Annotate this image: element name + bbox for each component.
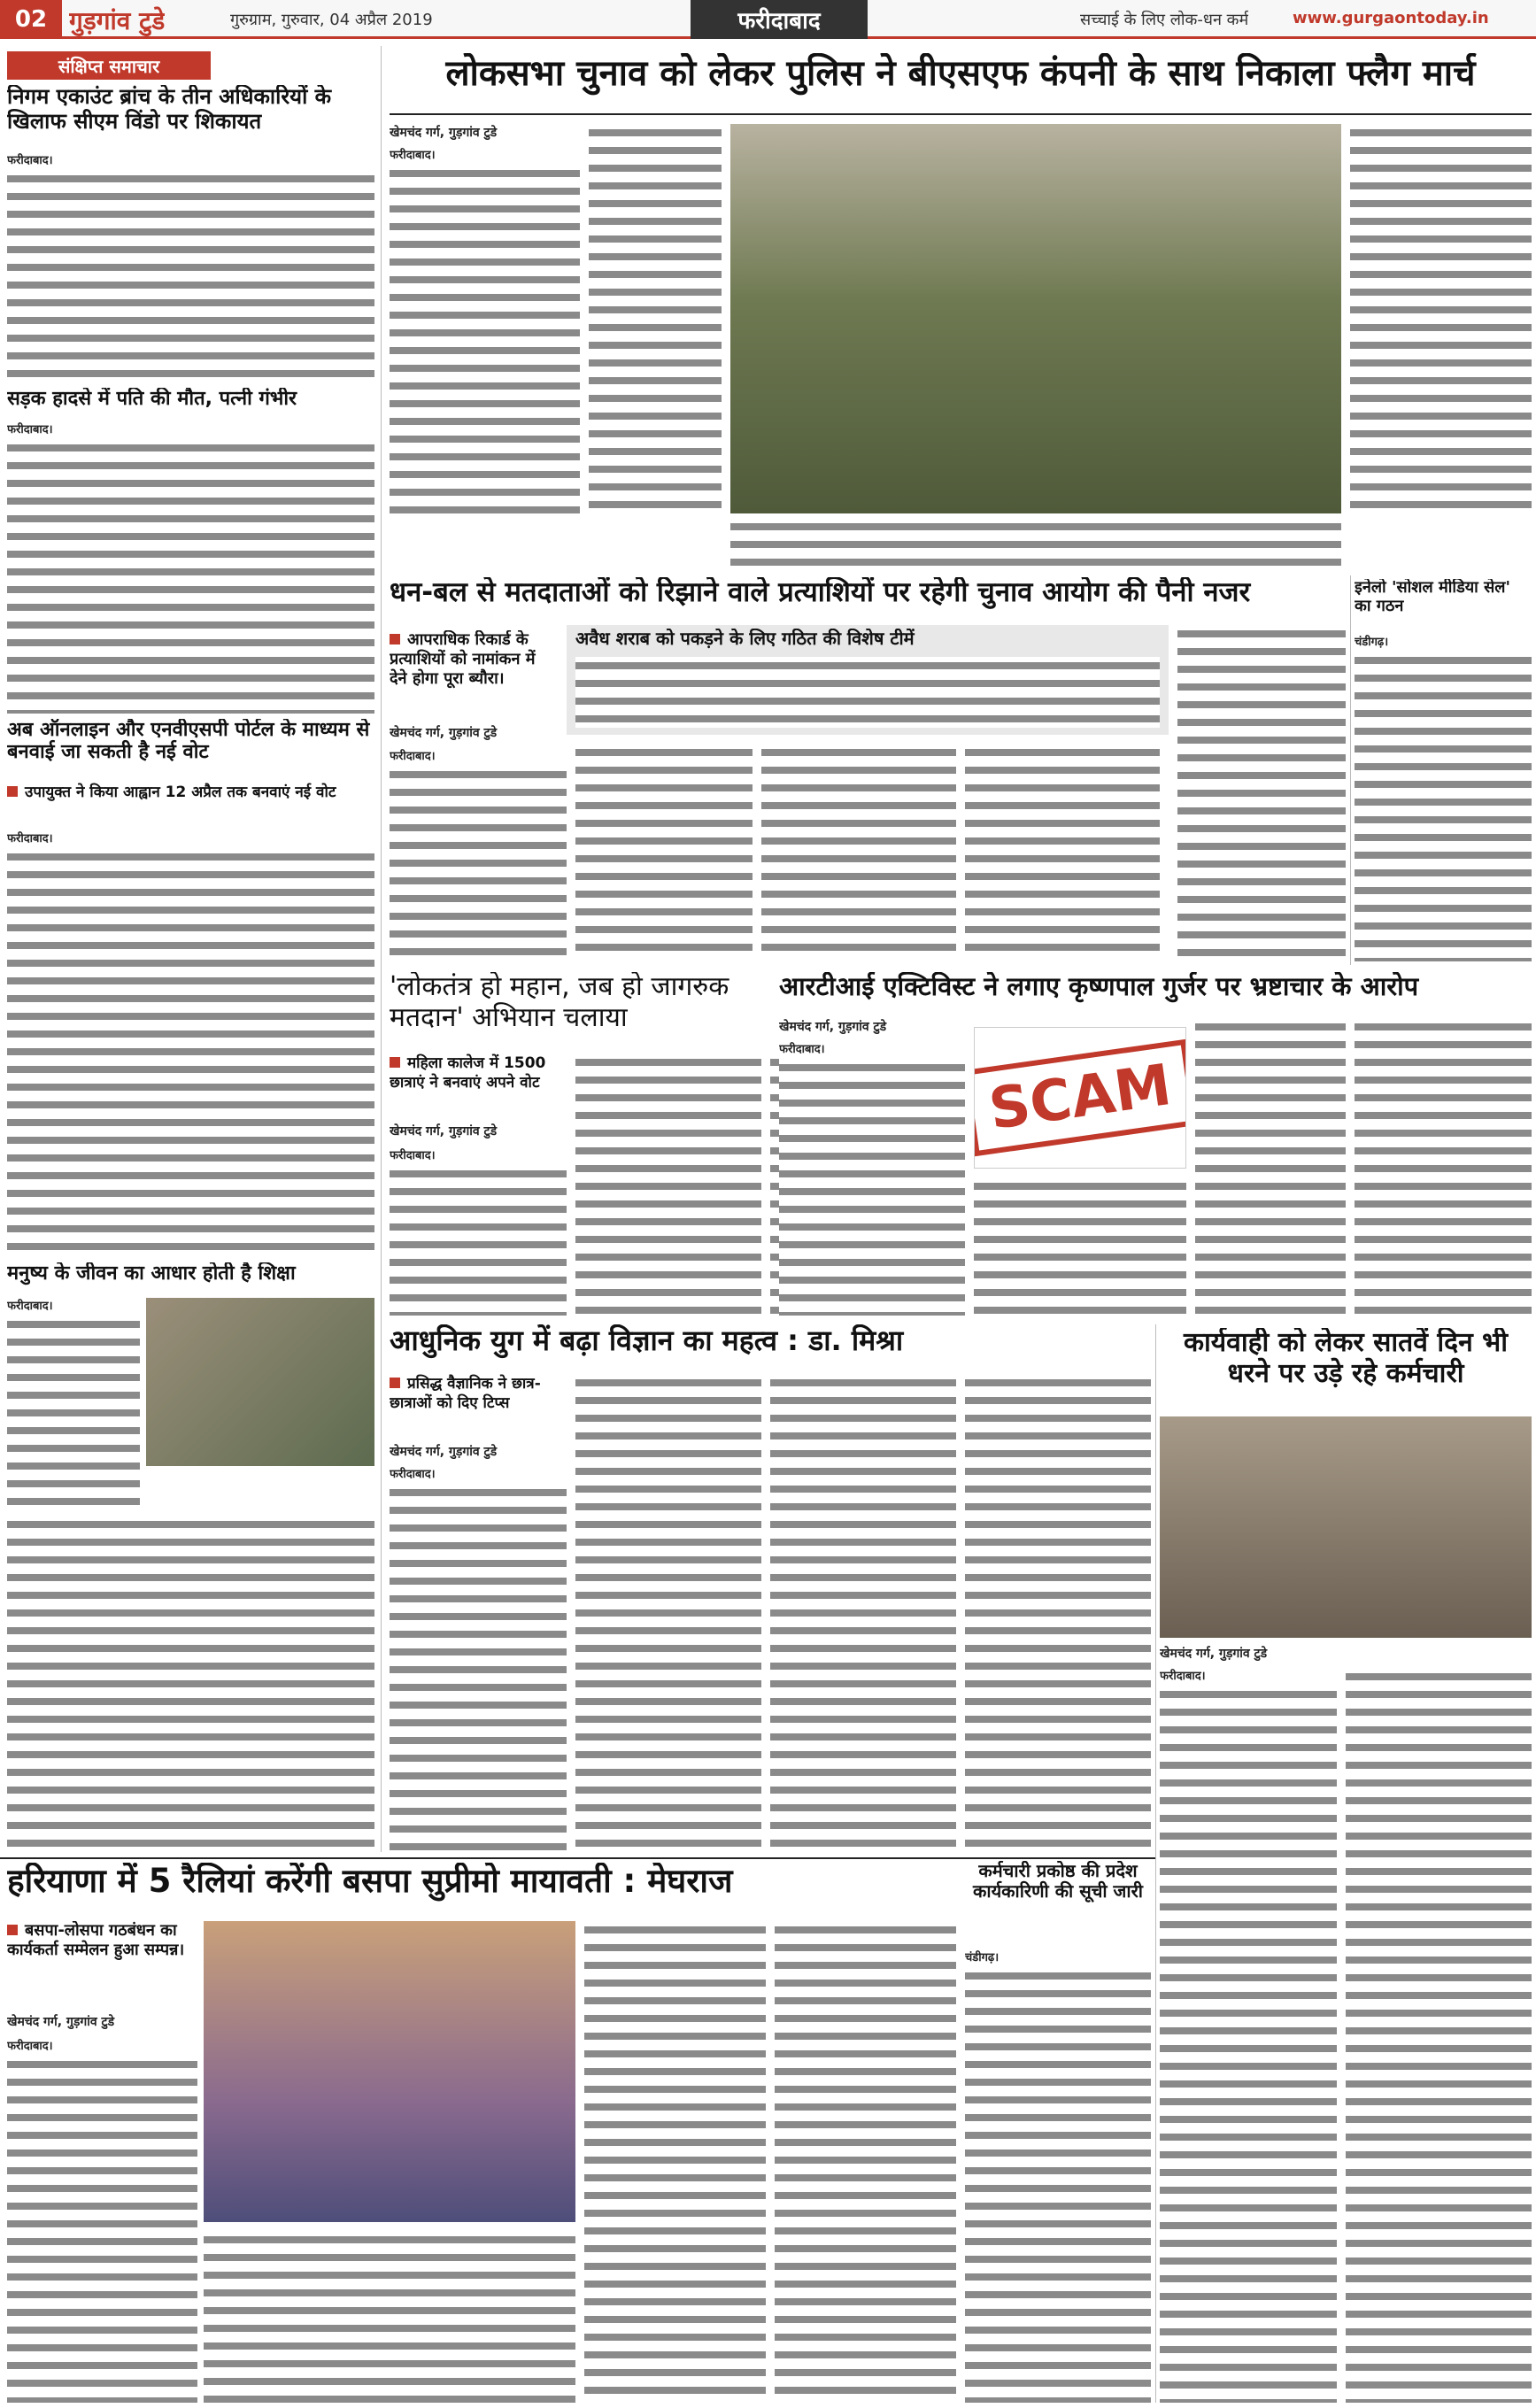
rti-body-col1 [779, 1059, 965, 1316]
page-number: 02 [0, 0, 62, 39]
rti-byline: खेमचंद गर्ग, गुड़गांव टुडे [779, 1020, 887, 1034]
social-body-text [1355, 652, 1532, 961]
bsp-lead: फरीदाबाद। [7, 2040, 53, 2053]
story4-body-text-cont [7, 1516, 374, 1852]
story3-headline: अब ऑनलाइन और एनवीएसपी पोर्टल के माध्यम से बनवाई जा सकती है नई वोट [7, 719, 370, 764]
money-body-col2 [575, 744, 753, 961]
money-byline: खेमचंद गर्ग, गुड़गांव टुडे [390, 726, 498, 740]
bullet-square-icon [390, 1057, 400, 1068]
liquor-box-headline: अवैध शराब को पकड़ने के लिए गठित की विशेष टीमें [575, 629, 915, 649]
story1-headline: निगम एकाउंट ब्रांच के तीन अधिकारियों के खिलाफ सीएम विंडो पर शिकायत [7, 85, 332, 134]
science-body-col3 [770, 1374, 956, 1856]
lead-body-col4 [1350, 124, 1532, 513]
lead-body-col2 [589, 124, 722, 513]
story3-lead: फरीदाबाद। [7, 832, 53, 845]
strike-byline: खेमचंद गर्ग, गुड़गांव टुडे [1160, 1647, 1268, 1661]
issue-date: गुरुग्राम, गुरुवार, 04 अप्रैल 2019 [230, 11, 433, 29]
bsp-body-col4 [775, 1921, 956, 2403]
liquor-box-text [575, 657, 1160, 728]
story3-body-text [7, 848, 374, 1255]
money-body-col1 [390, 766, 567, 961]
rti-body-col3 [1195, 1018, 1346, 1316]
strike-lead: फरीदाबाद। [1160, 1670, 1206, 1683]
bsp-headline: हरियाणा में 5 रैलियां करेंगी बसपा सुप्रीमो मायावती : मेघराज [7, 1863, 733, 1900]
bsp-body-col1 [7, 2056, 197, 2403]
lead-body-under-photo [730, 518, 1341, 571]
column-divider [1350, 575, 1351, 965]
bsp-subheadline: बसपा-लोसपा गठबंधन का कार्यकर्ता सम्मेलन हुआ सम्पन्न। [7, 1921, 185, 1959]
democracy-body-col1 [390, 1165, 567, 1316]
rti-body-col4 [1355, 1018, 1532, 1316]
story3-subheadline: उपायुक्त ने किया आह्वान 12 अप्रैल तक बनवाएं नई वोट [7, 783, 374, 823]
rti-headline: आरटीआई एक्टिविस्ट ने लगाए कृष्णपाल गुर्जर पर भ्रष्टाचार के आरोप [779, 972, 1419, 1001]
story1-body-text [7, 170, 374, 382]
story4-headline: मनुष्य के जीवन का आधार होती है शिक्षा [7, 1262, 296, 1285]
rti-body-col2 [974, 1177, 1186, 1316]
tagline: सच्चाई के लिए लोक-धन कर्म [1080, 11, 1249, 29]
inld-headline: कर्मचारी प्रकोष्ठ की प्रदेश कार्यकारिणी की सूची जारी [973, 1861, 1143, 1902]
website-link[interactable]: www.gurgaontoday.in [1293, 9, 1489, 27]
science-body-col1 [390, 1484, 567, 1856]
scam-stamp: SCAM [974, 1039, 1186, 1156]
story2-body-text [7, 439, 374, 714]
science-subheadline: प्रसिद्ध वैज्ञानिक ने छात्र-छात्राओं को दिए टिप्स [390, 1375, 541, 1412]
bsp-byline: खेमचंद गर्ग, गुड़गांव टुडे [7, 2015, 115, 2029]
story4-lead: फरीदाबाद। [7, 1300, 53, 1313]
lead-body-col1 [390, 165, 580, 513]
rti-lead: फरीदाबाद। [779, 1043, 825, 1056]
lead-rule [390, 113, 1532, 115]
bullet-square-icon [390, 1378, 400, 1388]
column-divider [1155, 1324, 1156, 2403]
democracy-lead: फरीदाबाद। [390, 1149, 436, 1162]
bullet-square-icon [7, 1925, 18, 1935]
democracy-subheadline: महिला कालेज में 1500 छात्राएं ने बनवाएं अपने वोट [390, 1054, 546, 1092]
story2-headline: सड़क हादसे में पति की मौत, पत्नी गंभीर [7, 388, 297, 410]
money-body-col5 [1177, 625, 1346, 961]
inld-lead: चंडीगढ़। [965, 1951, 1000, 1964]
story4-body-text [7, 1316, 140, 1510]
science-headline: आधुनिक युग में बढ़ा विज्ञान का महत्व : डा. मिश्रा [390, 1324, 904, 1357]
section-label-briefs: संक्षिप्त समाचार [7, 51, 211, 80]
story4-photo [146, 1298, 374, 1466]
democracy-body-col2 [575, 1054, 761, 1316]
lead-headline: लोकसभा चुनाव को लेकर पुलिस ने बीएसएफ कंपनी के साथ निकाला फ्लैग मार्च [445, 53, 1476, 94]
democracy-headline: 'लोकतंत्र हो महान, जब हो जागरुक मतदान' अभियान चलाया [390, 972, 729, 1033]
social-headline: इनेलो 'सोशल मीडिया सेल' का गठन [1355, 579, 1510, 615]
money-lead: फरीदाबाद। [390, 750, 436, 763]
lead-lead: फरीदाबाद। [390, 149, 436, 162]
science-body-col4 [965, 1374, 1151, 1856]
money-body-col3 [761, 744, 956, 961]
bsp-body-col3 [584, 1921, 766, 2403]
bullet-square-icon [7, 786, 18, 797]
social-lead: चंडीगढ़। [1355, 636, 1389, 649]
strike-photo [1160, 1416, 1532, 1638]
strike-body-col1 [1160, 1686, 1337, 2403]
strike-body-col2 [1346, 1668, 1532, 2403]
money-body-col4 [965, 744, 1160, 961]
strike-headline: कार्यवाही को लेकर सातवें दिन भी धरने पर उड़े रहे कर्मचारी [1183, 1328, 1509, 1389]
science-body-col2 [575, 1374, 761, 1856]
science-byline: खेमचंद गर्ग, गुड़गांव टुडे [390, 1445, 498, 1459]
money-headline: धन-बल से मतदाताओं को रिझाने वाले प्रत्याशियों पर रहेगी चुनाव आयोग की पैनी नजर [390, 577, 1251, 608]
scam-image [974, 1027, 1186, 1169]
story1-lead: फरीदाबाद। [7, 154, 53, 167]
story2-lead: फरीदाबाद। [7, 423, 53, 436]
bsp-body-under-photo [204, 2231, 575, 2403]
bullet-square-icon [390, 634, 400, 644]
brand-logo: गुड़गांव टुडे [69, 6, 166, 35]
section-rule [0, 1857, 1155, 1859]
money-subheadline: आपराधिक रिकार्ड के प्रत्याशियों को नामांकन में देने होगा पूरा ब्यौरा। [390, 630, 536, 688]
science-lead: फरीदाबाद। [390, 1468, 436, 1481]
section-city: फरीदाबाद [691, 0, 868, 39]
bsp-rally-photo [204, 1921, 575, 2222]
inld-body-text [965, 1967, 1151, 2403]
lead-byline: खेमचंद गर्ग, गुड़गांव टुडे [390, 126, 498, 140]
democracy-byline: खेमचंद गर्ग, गुड़गांव टुडे [390, 1124, 498, 1138]
column-divider [381, 46, 382, 1852]
flag-march-photo [730, 124, 1341, 513]
